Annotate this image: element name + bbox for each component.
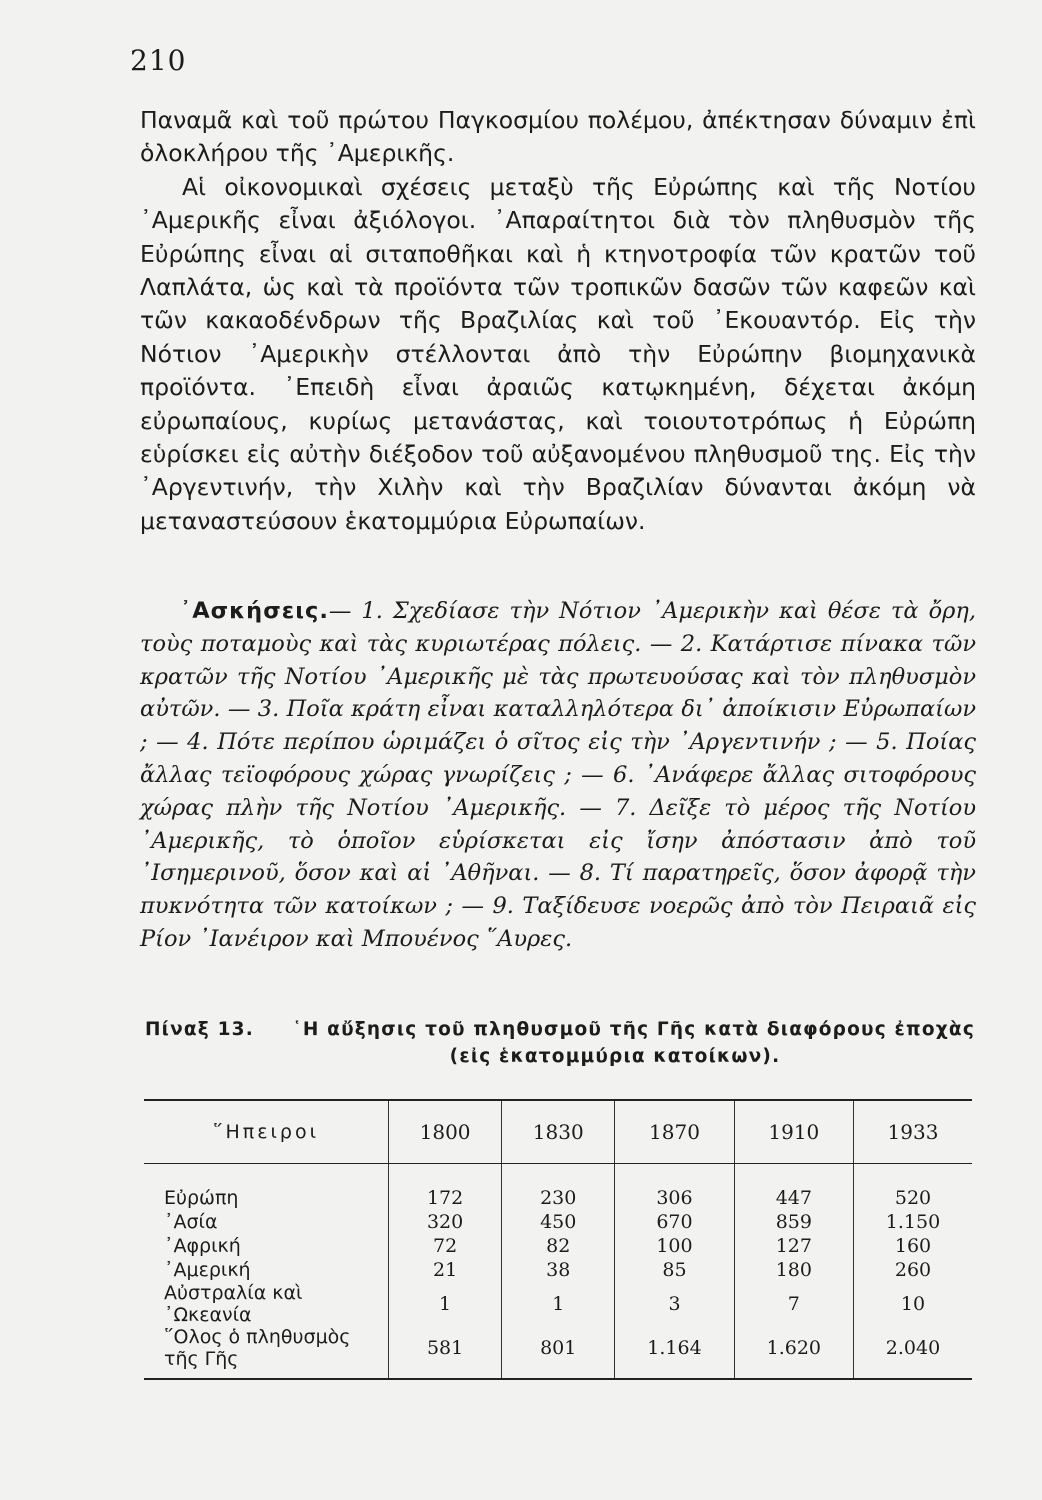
value-cell: 801 (502, 1326, 615, 1379)
value-cell: 82 (502, 1234, 615, 1258)
header-year: 1910 (734, 1100, 853, 1164)
table-title-line2: (εἰς ἑκατομμύρια κατοίκων). (449, 1046, 781, 1067)
body-text (140, 104, 976, 538)
value-cell: 306 (615, 1186, 734, 1210)
value-cell: 1.164 (615, 1326, 734, 1379)
value-cell: 581 (389, 1326, 502, 1379)
region-cell: ᾿Αμερική (164, 1259, 251, 1281)
exercises-text: — 1. Σχεδίασε τὴν Νότιον ᾿Αμερικὴν καὶ θέσε τὰ ὄρη, τοὺς ποταμοὺς καὶ τὰς κυριωτέρας πόλεις. — 2. Κατάρτισε πίνακα τῶν κρατῶν τῆς Νοτίου ᾿Αμερικῆς μὲ τὰς πρωτευούσας καὶ τὸν πληθυσμὸν αὐτῶν. — 3. Ποῖα κράτη εἶναι καταλληλότερα δι᾿ ἀποίκισιν Εὐρωπαίων ; — 4. Πότε περίπου ὡριμάζει ὁ σῖτος εἰς τὴν ᾿Αργεντινήν ; — 5. Ποίας ἄλλας τεϊοφόρους χώρας γνωρίζεις ; — 6. ᾿Ανάφερε ἄλλας σιτοφόρους χώρας πλὴν τῆς Νοτίου ᾿Αμερικῆς. — 7. Δεῖξε τὸ μέρος τῆς Νοτίου ᾿Αμερικῆς, τὸ ὁποῖον εὑρίσκεται εἰς ἴσην ἀπόστασιν ἀπὸ τοῦ ᾿Ισημερινοῦ, ὅσον καὶ αἱ ᾿Αθῆναι. — 8. Τί παρατηρεῖς, ὅσον ἀφορᾷ τὴν πυκνότητα τῶν κατοίκων ; — 9. Ταξίδευσε νοερῶς ἀπὸ τὸν Πειραιᾶ εἰς Ρίον ᾿Ιανέιρον καὶ Μπουένος ῞Αυρες. (140, 598, 976, 952)
header-year: 1830 (502, 1100, 615, 1164)
region-cell: ῞Ολος ὁ πληθυσμὸς τῆς Γῆς (164, 1326, 351, 1370)
value-cell: 2.040 (854, 1326, 973, 1379)
table-row (144, 1210, 972, 1234)
paragraph: Αἱ οἰκονομικαὶ σχέσεις μεταξὺ τῆς Εὐρώπης καὶ τῆς Νοτίου ᾿Αμερικῆς εἶναι ἀξιόλογοι. ᾿Απαραίτητοι διὰ τὸν πληθυσμὸν τῆς Εὐρώπης εἶναι αἱ σιταποθῆκαι καὶ ἡ κτηνοτροφία τῶν κρατῶν τοῦ Λαπλάτα, ὡς καὶ τὰ προϊόντα τῶν τροπικῶν δασῶν τῶν καφεῶν καὶ τῶν κακαοδένδρων τῆς Βραζιλίας καὶ τοῦ ᾿Εκουαντόρ. Εἰς τὴν Νότιον ᾿Αμερικὴν στέλλονται ἀπὸ τὴν Εὐρώπην βιομηχανικὰ προϊόντα. ᾿Επειδὴ εἶναι ἀραιῶς κατῳκημένη, δέχεται ἀκόμη εὐρωπαίους, κυρίως μετανάστας, καὶ τοιουτοτρόπως ἡ Εὐρώπη εὑρίσκει εἰς αὐτὴν διέξοδον τοῦ αὐξανομένου πληθυσμοῦ της. Εἰς τὴν ᾿Αργεντινήν, τὴν Χιλὴν καὶ τὴν Βραζιλίαν δύνανται ἀκόμη νὰ μεταναστεύσουν ἑκατομμύρια Εὐρωπαίων. (140, 172, 976, 535)
region-cell: Εὐρώπη (164, 1187, 239, 1209)
exercises-paragraph (140, 595, 976, 956)
table-row (144, 1282, 972, 1326)
table-label: Πίναξ 13. (145, 1019, 254, 1040)
header-year: 1800 (389, 1100, 502, 1164)
value-cell: 21 (389, 1258, 502, 1282)
value-cell: 670 (615, 1210, 734, 1234)
value-cell: 1 (502, 1282, 615, 1326)
value-cell: 230 (502, 1186, 615, 1210)
value-cell: 859 (734, 1210, 853, 1234)
table-spacer-row (144, 1164, 972, 1187)
value-cell: 260 (854, 1258, 973, 1282)
table-header-row (144, 1100, 972, 1164)
value-cell: 450 (502, 1210, 615, 1234)
value-cell: 447 (734, 1186, 853, 1210)
value-cell: 38 (502, 1258, 615, 1282)
value-cell: 3 (615, 1282, 734, 1326)
value-cell: 180 (734, 1258, 853, 1282)
value-cell: 10 (854, 1282, 973, 1326)
value-cell: 1.620 (734, 1326, 853, 1379)
value-cell: 100 (615, 1234, 734, 1258)
value-cell: 7 (734, 1282, 853, 1326)
region-cell: ᾿Αφρική (164, 1235, 241, 1257)
exercises-label: ᾿Ασκήσεις. (180, 598, 329, 624)
region-cell: ᾿Ασία (164, 1211, 218, 1233)
header-year: 1933 (854, 1100, 973, 1164)
header-year: 1870 (615, 1100, 734, 1164)
table-row (144, 1186, 972, 1210)
value-cell: 320 (389, 1210, 502, 1234)
value-cell: 72 (389, 1234, 502, 1258)
value-cell: 85 (615, 1258, 734, 1282)
value-cell: 160 (854, 1234, 973, 1258)
paragraph: Παναμᾶ καὶ τοῦ πρώτου Παγκοσμίου πολέμου, ἀπέκτησαν δύναμιν ἐπὶ ὁλοκλήρου τῆς ᾿Αμερικῆς. (140, 106, 976, 168)
population-table (144, 1099, 972, 1380)
value-cell: 127 (734, 1234, 853, 1258)
value-cell: 172 (389, 1186, 502, 1210)
value-cell: 520 (854, 1186, 973, 1210)
table-row (144, 1258, 972, 1282)
value-cell: 1 (389, 1282, 502, 1326)
table-title-line1: ῾Η αὔξησις τοῦ πληθυσμοῦ τῆς Γῆς κατὰ διαφόρους ἐποχὰς (292, 1019, 975, 1040)
header-continents: ῞Ηπειροι (144, 1100, 389, 1164)
table-caption (145, 1016, 975, 1070)
region-cell: Αὐστραλία καὶ ᾿Ωκεανία (164, 1282, 303, 1326)
table-row-total (144, 1326, 972, 1379)
value-cell: 1.150 (854, 1210, 973, 1234)
table-row (144, 1234, 972, 1258)
page-number: 210 (130, 44, 187, 77)
